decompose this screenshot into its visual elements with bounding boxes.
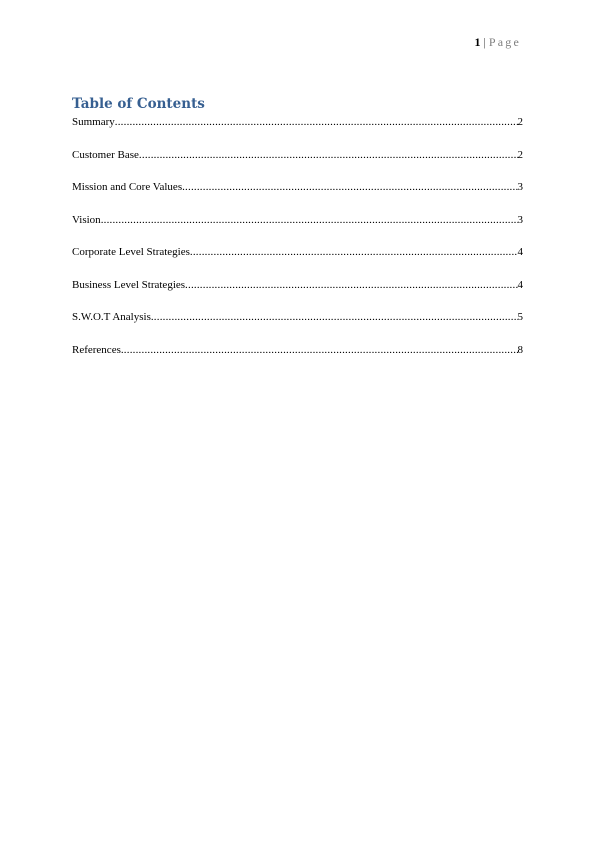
toc-leader-dots — [115, 116, 518, 129]
toc-leader-dots — [190, 246, 518, 259]
toc-entry-page: 2 — [517, 116, 523, 128]
toc-leader-dots — [121, 344, 518, 357]
page-number-separator: | — [480, 35, 489, 49]
toc-entry-mission-core-values[interactable] — [72, 181, 523, 194]
toc-entry-references[interactable] — [72, 344, 523, 357]
page-label: Page — [488, 35, 521, 49]
page-header — [474, 35, 521, 49]
toc-leader-dots — [139, 149, 518, 162]
toc-entry-vision[interactable] — [72, 214, 523, 227]
page-number: 1 — [474, 35, 481, 49]
toc-entry-text: Summary — [72, 116, 115, 128]
toc-entry-text: Business Level Strategies — [72, 278, 186, 291]
toc-leader-dots — [185, 279, 517, 292]
toc-entry-page: 4 — [517, 246, 523, 258]
toc-entry-text: S.W.O.T Analysis — [72, 311, 151, 323]
toc-entry-text: Customer Base — [72, 148, 139, 161]
toc-leader-dots — [182, 181, 517, 194]
toc-entry-text: Mission and Core Values — [72, 181, 183, 193]
toc-leader-dots — [101, 214, 518, 227]
toc-title: Table of Contents — [72, 96, 205, 112]
toc-entry-page: 4 — [517, 278, 523, 291]
toc-entry-page: 5 — [517, 311, 523, 323]
toc-entry-page: 3 — [517, 181, 523, 193]
toc-entry-summary[interactable] — [72, 116, 523, 129]
toc-entry-customer-base[interactable] — [72, 149, 523, 162]
toc-list — [72, 116, 523, 357]
table-of-contents — [72, 96, 523, 357]
toc-entry-text: Corporate Level Strategies — [72, 246, 190, 258]
toc-entry-swot-analysis[interactable] — [72, 311, 523, 324]
toc-entry-page: 8 — [517, 343, 523, 356]
toc-entry-business-level-strategies[interactable] — [72, 279, 523, 292]
toc-leader-dots — [151, 311, 518, 324]
toc-entry-page: 2 — [517, 148, 523, 161]
toc-entry-text: Vision — [72, 213, 101, 226]
toc-entry-corporate-level-strategies[interactable] — [72, 246, 523, 259]
toc-entry-page: 3 — [517, 213, 523, 226]
toc-entry-text: References — [72, 343, 121, 356]
